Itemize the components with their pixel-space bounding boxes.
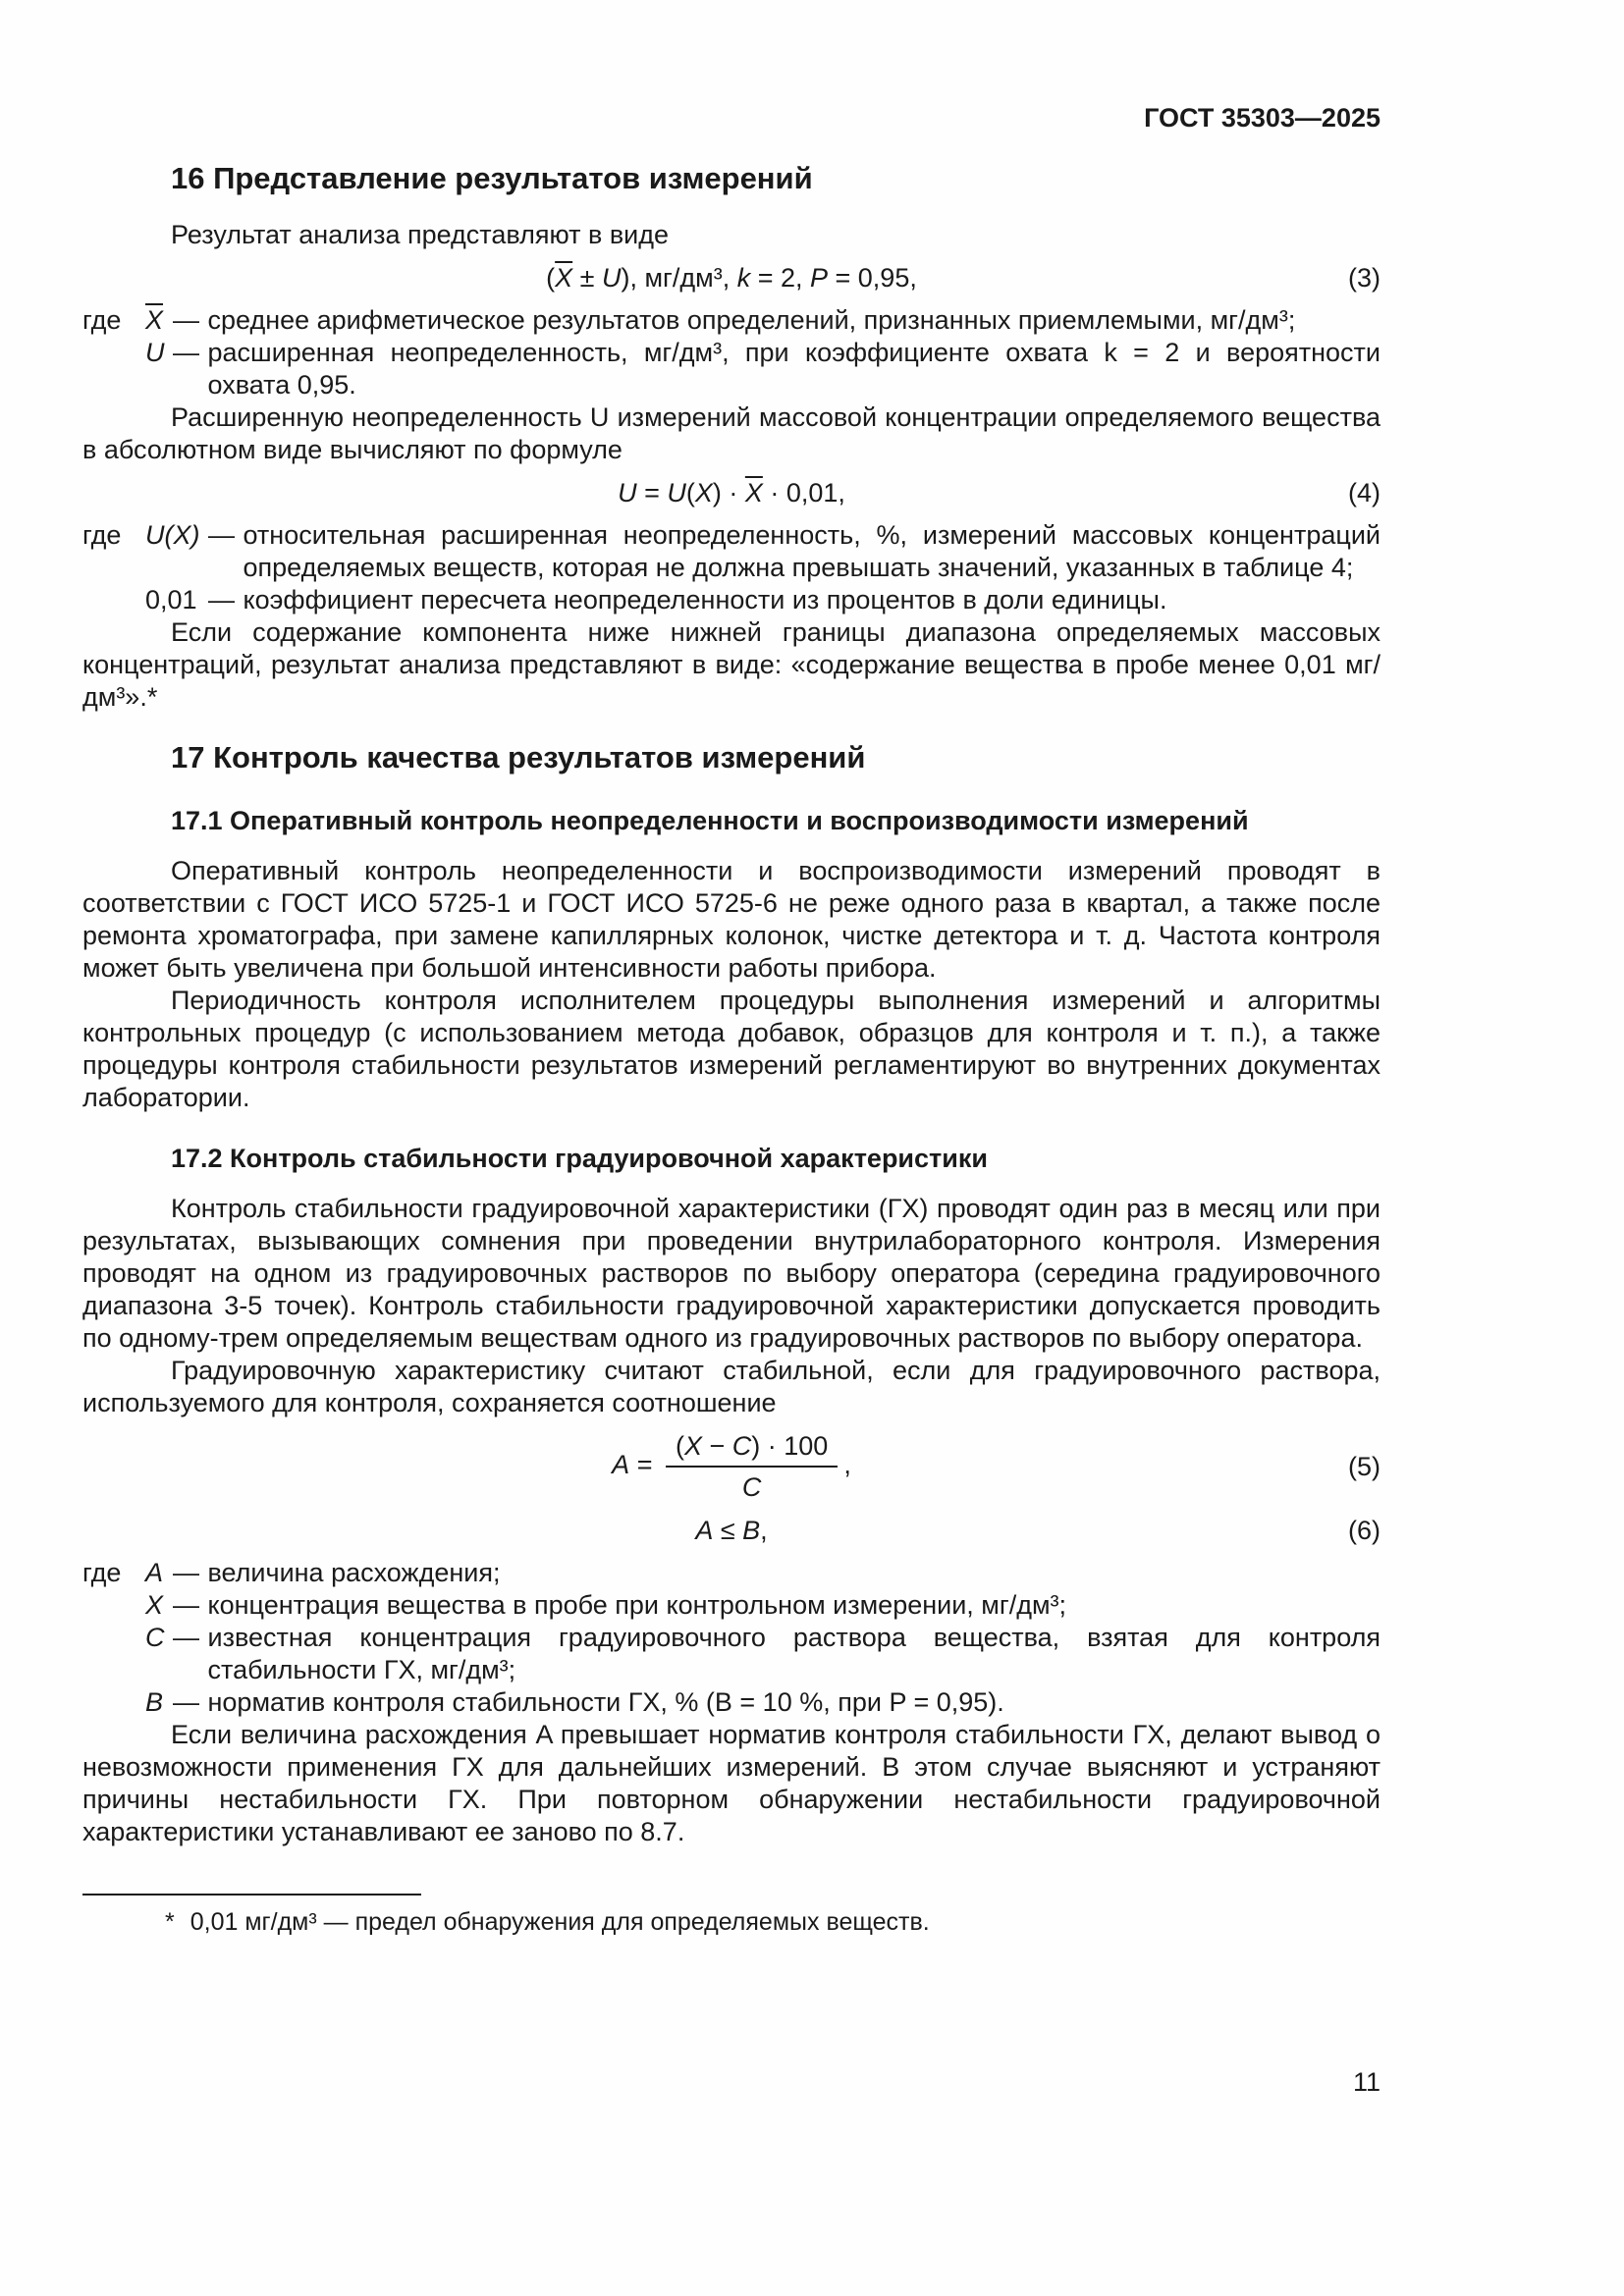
where-dash: — [208, 520, 235, 550]
formula-part: = [629, 1450, 660, 1480]
where-text: относительная расширенная неопределенность, %, измерений массовых концентраций определяемых веществ, которая не должна превышать значений, указанных в таблице 4; [243, 520, 1380, 582]
formula-part: ± [572, 263, 602, 293]
where-text: концентрация вещества в пробе при контрольном измерении, мг/дм³; [207, 1590, 1067, 1620]
where-term: U(X) [145, 520, 200, 550]
where-term: 0,01 [145, 585, 197, 614]
where-term: X [145, 1590, 164, 1620]
formula-part: U [618, 478, 637, 507]
formula-3-number: (3) [1348, 263, 1380, 293]
where-term: U [145, 338, 165, 367]
formula-part: ( [546, 263, 556, 293]
where-list-formula-4 [82, 519, 1380, 616]
formula-part: = 0,95, [828, 263, 917, 293]
formula-part: B [742, 1516, 761, 1545]
where-label-spacer [82, 1686, 145, 1719]
where-text: величина расхождения; [207, 1558, 501, 1587]
where-term: C [145, 1623, 165, 1652]
fraction-numerator [666, 1429, 838, 1468]
fraction-denominator: C [741, 1472, 762, 1502]
where-label-spacer [82, 337, 145, 401]
formula-part: − [701, 1431, 732, 1461]
where-dash: — [173, 1558, 199, 1587]
formula-part: = [636, 478, 668, 507]
formula-3-expression [546, 263, 917, 293]
formula-part: A [612, 1450, 630, 1480]
where-dash: — [208, 585, 235, 614]
footnote [82, 1907, 1380, 1937]
formula-5-number: (5) [1348, 1452, 1380, 1481]
formula-part: U [601, 263, 622, 293]
where-label-spacer [82, 1622, 145, 1686]
formula-part: X [694, 478, 713, 507]
section-16-paragraph: Расширенную неопределенность U измерений массовой концентрации определяемого вещества в абсолютном виде вычисляют по формуле [82, 402, 1380, 464]
formula-part: $\overline{X}$ [555, 263, 573, 293]
section-17-2-paragraph: Градуировочную характеристику считают стабильной, если для градуировочного раствора, используемого для контроля, сохраняется соотношение [82, 1356, 1380, 1417]
formula-6 [82, 1514, 1380, 1547]
section-17-1-title: 17.1 Оперативный контроль неопределенности и воспроизводимости измерений [171, 806, 1249, 835]
formula-part: ≤ [713, 1516, 743, 1545]
where-text: расширенная неопределенность, мг/дм³, при коэффициенте охвата k = 2 и вероятности охвата 0,95. [207, 338, 1380, 400]
formula-6-number: (6) [1348, 1516, 1380, 1545]
formula-part: , [760, 1516, 768, 1545]
where-label: где [82, 520, 122, 550]
formula-part: · 0,01, [762, 478, 845, 507]
where-term: A [145, 1558, 164, 1587]
where-list-formulas-5-6 [82, 1557, 1380, 1719]
formula-part: = 2, [750, 263, 810, 293]
where-label-spacer [82, 584, 145, 616]
footnote-marker: * [165, 1908, 175, 1936]
formula-part: ) · [712, 478, 745, 507]
section-17-2-paragraph: Контроль стабильности градуировочной характеристики (ГХ) проводят один раз в месяц или при результатах, вызывающих сомнения при проведении внутрилабораторного контроля. Измерения проводят на одном из градуировочных растворов по выбору оператора (середина градуировочного диапазона 3-5 точек). Контроль стабильности градуировочной характеристики допускается проводить по одному-трем определяемым веществам одного из градуировочных растворов по выбору оператора. [82, 1194, 1380, 1353]
formula-part: U [667, 478, 686, 507]
where-term: B [145, 1687, 164, 1717]
formula-part: $\overline{X}$ [744, 478, 763, 507]
where-label: где [82, 305, 122, 335]
formula-4-number: (4) [1348, 478, 1380, 507]
formula-part: , [843, 1450, 851, 1480]
formula-part: ) · 100 [751, 1431, 829, 1461]
section-17-title: 17 Контроль качества результатов измерений [171, 740, 866, 774]
formula-part: C [731, 1431, 752, 1461]
section-17-2-paragraph: Если величина расхождения A превышает норматив контроля стабильности ГХ, делают вывод о невозможности применения ГХ для дальнейших измерений. В этом случае выясняют и устраняют причины нестабильности ГХ. При повторном обнаружении нестабильности градуировочной характеристики устанавливают ее заново по 8.7. [82, 1720, 1380, 1846]
formula-part: k [736, 263, 751, 293]
section-16-paragraph: Если содержание компонента ниже нижней границы диапазона определяемых массовых концентраций, результат анализа представляют в виде: «содержание вещества в пробе менее 0,01 мг/дм³».* [82, 617, 1380, 712]
where-dash: — [173, 1590, 199, 1620]
where-dash: — [173, 305, 199, 335]
where-dash: — [173, 1623, 199, 1652]
where-text: среднее арифметическое результатов определений, признанных приемлемыми, мг/дм³; [207, 305, 1296, 335]
formula-5-expression [612, 1431, 851, 1502]
formula-part: ), мг/дм³, [621, 263, 737, 293]
doc-code: ГОСТ 35303—2025 [1144, 103, 1380, 133]
where-list-formula-3 [82, 304, 1380, 401]
fraction [666, 1429, 838, 1504]
section-17-2-title: 17.2 Контроль стабильности градуировочной характеристики [171, 1144, 988, 1173]
formula-part: ( [685, 478, 695, 507]
page-number: 11 [1352, 2067, 1380, 2097]
page-content [82, 102, 1380, 1937]
where-text: норматив контроля стабильности ГХ, % (B = 10 %, при P = 0,95). [207, 1687, 1004, 1717]
formula-part: P [810, 263, 829, 293]
where-label: где [82, 1558, 122, 1587]
where-text: известная концентрация градуировочного раствора вещества, взятая для контроля стабильности ГХ, мг/дм³; [207, 1623, 1380, 1684]
where-dash: — [173, 1687, 199, 1717]
where-label-spacer [82, 1589, 145, 1622]
formula-part: X [683, 1431, 702, 1461]
formula-part: A [695, 1516, 714, 1545]
footnote-separator [82, 1894, 421, 1896]
section-16-title: 16 Представление результатов измерений [171, 161, 813, 195]
formula-part: ( [675, 1431, 684, 1461]
where-text: коэффициент пересчета неопределенности из процентов в доли единицы. [243, 585, 1167, 614]
where-dash: — [173, 338, 199, 367]
where-term: $\overline{X}$ [145, 305, 164, 335]
formula-4 [82, 476, 1380, 509]
section-16-intro: Результат анализа представляют в виде [171, 220, 670, 249]
section-17-1-paragraph: Периодичность контроля исполнителем процедуры выполнения измерений и алгоритмы контрольных процедур (с использованием метода добавок, образцов для контроля и т. п.), а также процедуры контроля стабильности результатов измерений регламентируют во внутренних документах лаборатории. [82, 986, 1380, 1112]
section-17-1-paragraph: Оперативный контроль неопределенности и воспроизводимости измерений проводят в соответствии с ГОСТ ИСО 5725-1 и ГОСТ ИСО 5725-6 не реже одного раза в квартал, а также после ремонта хроматографа, при замене капиллярных колонок, чистке детектора и т. д. Частота контроля может быть увеличена при большой интенсивности работы прибора. [82, 856, 1380, 983]
formula-6-expression [695, 1516, 767, 1545]
formula-4-expression [618, 478, 845, 507]
formula-3 [82, 261, 1380, 294]
formula-5 [82, 1429, 1380, 1504]
footnote-text: 0,01 мг/дм³ — предел обнаружения для определяемых веществ. [189, 1908, 930, 1936]
